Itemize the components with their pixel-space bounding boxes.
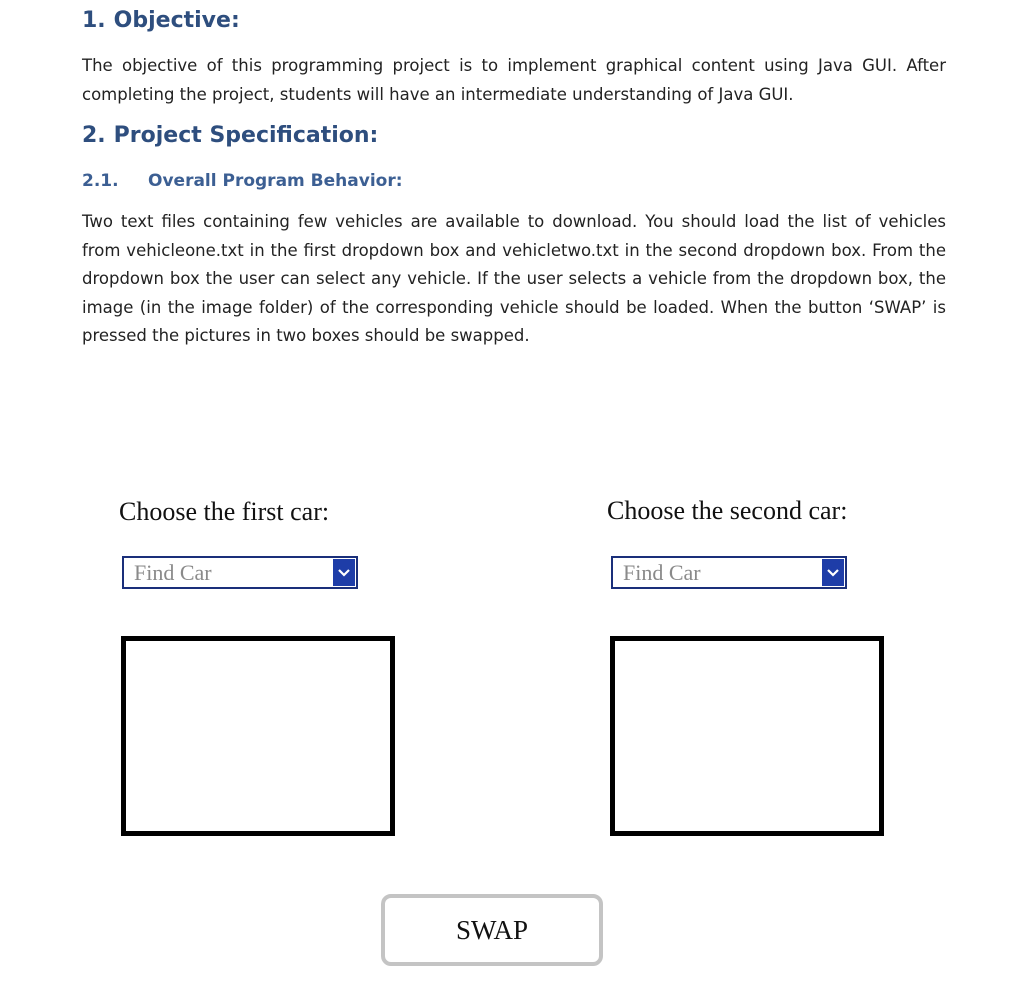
chevron-down-icon[interactable]: [333, 559, 355, 586]
section-2-1-title: Overall Program Behavior:: [148, 171, 403, 191]
second-car-image-box: [610, 636, 884, 836]
first-dropdown-value: Find Car: [134, 559, 212, 585]
section-2-1-heading: [82, 171, 403, 191]
behavior-paragraph: Two text files containing few vehicles are available to download. You should load the list of vehicles from vehicleone.txt in the first dropdown box and vehicletwo.txt in the second dropdown box. From the dropdown box the user can select any vehicle. If the user selects a vehicle from the dropdown box, the image (in the image folder) of the corresponding vehicle should be loaded. When the button ‘SWAP’ is pressed the pictures in two boxes should be swapped.: [82, 212, 946, 345]
section-1-number: 1.: [82, 8, 106, 33]
first-car-dropdown[interactable]: [122, 556, 358, 589]
first-car-label: Choose the first car:: [119, 497, 330, 526]
section-1-heading: [82, 8, 240, 33]
second-car-dropdown[interactable]: [611, 556, 847, 589]
swap-button[interactable]: SWAP: [381, 894, 603, 966]
section-2-number: 2.: [82, 123, 106, 148]
section-2-heading: [82, 123, 378, 148]
second-dropdown-value: Find Car: [623, 559, 701, 585]
second-car-label: Choose the second car:: [607, 496, 848, 525]
section-1-title: Objective:: [113, 8, 240, 33]
section-2-1-number: 2.1.: [82, 171, 119, 191]
first-car-image-box: [121, 636, 395, 836]
section-2-title: Project Specification:: [113, 123, 379, 148]
objective-paragraph: The objective of this programming project is to implement graphical content using Java GUI. After completing the project, students will have an intermediate understanding of Java GUI.: [82, 56, 946, 104]
chevron-down-icon[interactable]: [822, 559, 844, 586]
